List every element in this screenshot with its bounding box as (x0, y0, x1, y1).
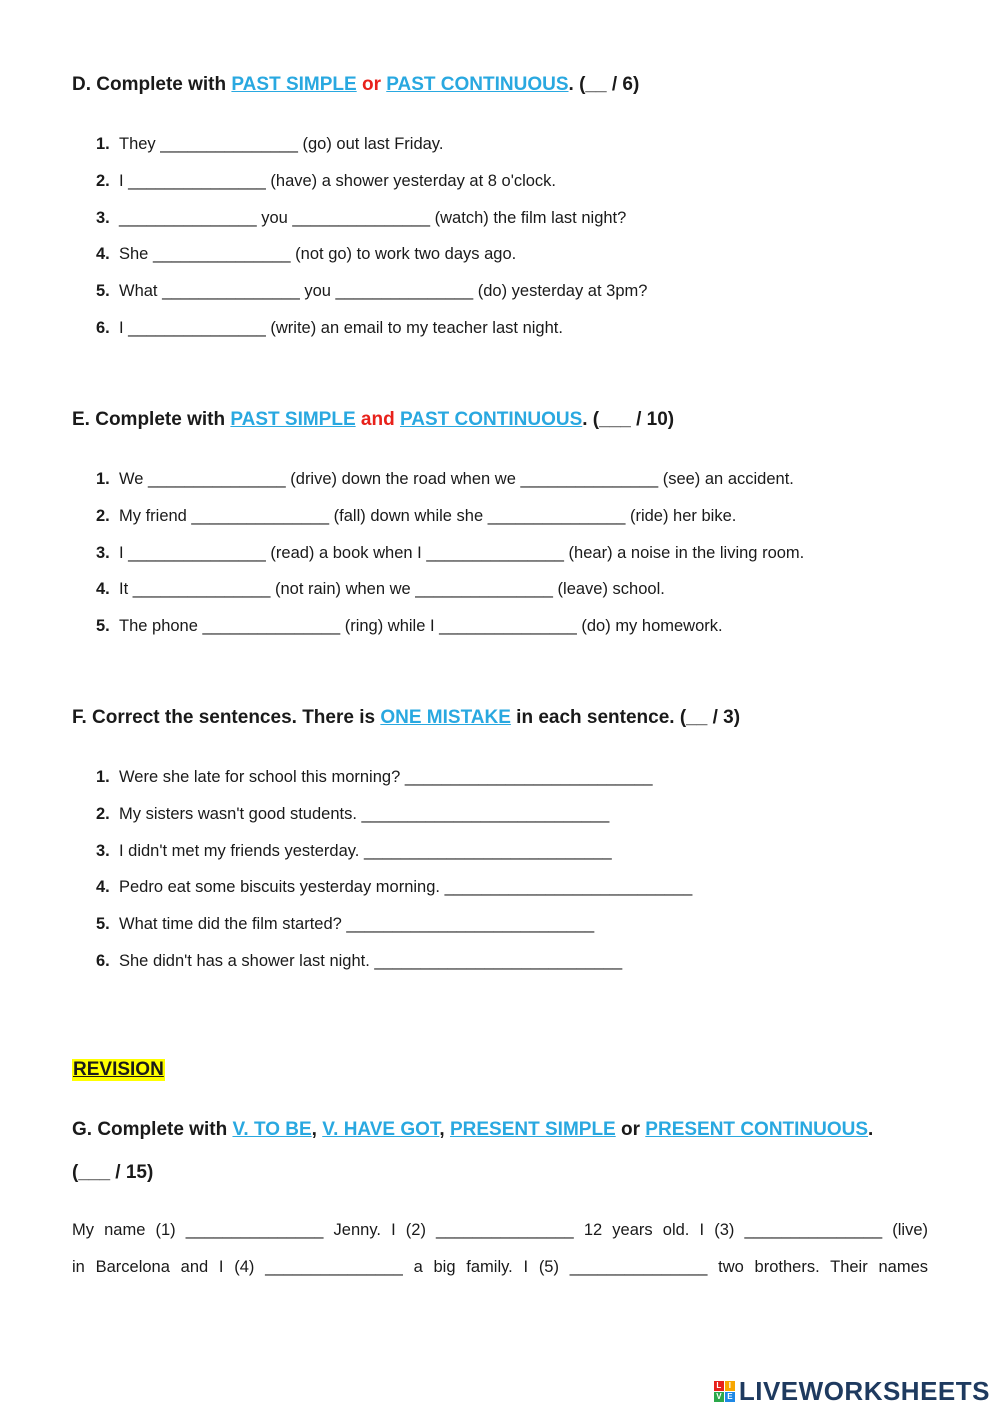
heading-score: . (__ / 6) (568, 74, 640, 95)
item-text: It _______________ (not rain) when we _______________ (leave) school. (119, 580, 665, 599)
list-item (96, 804, 692, 841)
heading-conjunction: and (355, 409, 400, 430)
heading-term: PAST CONTINUOUS (399, 409, 583, 430)
heading-text: E. Complete with (72, 409, 231, 430)
item-number: 4. (96, 878, 110, 897)
liveworksheets-logo (714, 1376, 990, 1407)
item-text: I _______________ (read) a book when I _______________ (hear) a noise in the living room. (119, 543, 805, 562)
list-item (96, 318, 647, 355)
heading-conjunction: or (615, 1119, 646, 1140)
list-item (96, 841, 692, 878)
item-text: I _______________ (have) a shower yesterday at 8 o'clock. (119, 171, 557, 190)
list-item (96, 281, 647, 318)
heading-term: PAST SIMPLE (231, 74, 357, 95)
paragraph-line: in Barcelona and I (4) _______________ a big family. I (5) _______________ two brothers. Their names (72, 1258, 928, 1276)
item-text: I _______________ (write) an email to my teacher last night. (119, 318, 563, 337)
item-number: 5. (96, 282, 110, 301)
item-text: Pedro eat some biscuits yesterday morning. ___________________________ (119, 878, 693, 897)
logo-text: LIVEWORKSHEETS (738, 1376, 990, 1406)
logo-letter: I (725, 1381, 735, 1391)
item-number: 3. (96, 543, 110, 562)
item-number: 1. (96, 768, 110, 786)
section-e-heading (72, 409, 674, 431)
item-text: _______________ you _______________ (watch) the film last night? (119, 208, 627, 227)
item-number: 1. (96, 135, 110, 153)
item-number: 5. (96, 915, 110, 934)
heading-period: . (868, 1119, 874, 1140)
item-number: 6. (96, 318, 110, 337)
section-d-heading (72, 74, 639, 96)
list-item (96, 951, 692, 988)
heading-term: PAST CONTINUOUS (386, 74, 569, 95)
item-text: What time did the film started? ___________________________ (119, 915, 595, 934)
heading-text: G. Complete with (72, 1119, 233, 1140)
logo-letter: L (714, 1381, 724, 1391)
item-text: She _______________ (not go) to work two days ago. (119, 245, 517, 264)
list-item (96, 914, 692, 951)
list-item (96, 877, 692, 914)
list-item (96, 134, 647, 171)
list-item (96, 506, 804, 543)
item-number: 5. (96, 617, 110, 636)
list-item (96, 244, 647, 281)
list-item (96, 171, 647, 208)
item-text: She didn't has a shower last night. ___________________________ (119, 951, 623, 970)
list-item (96, 767, 692, 804)
heading-term: V. HAVE GOT (322, 1119, 440, 1140)
revision-label: REVISION (73, 1059, 164, 1080)
heading-text: F. Correct the sentences. There is (72, 707, 381, 728)
heading-conjunction: or (356, 74, 387, 95)
section-g-score: (___ / 15) (72, 1162, 154, 1183)
item-number: 1. (96, 470, 110, 488)
item-text: They _______________ (go) out last Friday. (119, 135, 444, 153)
heading-term: PRESENT SIMPLE (449, 1119, 616, 1140)
section-e-list (96, 469, 804, 653)
item-text: We _______________ (drive) down the road when we _______________ (see) an accident. (119, 470, 794, 488)
section-d-list (96, 134, 647, 355)
heading-term: V. TO BE (232, 1119, 312, 1140)
section-f-heading (72, 707, 740, 729)
item-number: 2. (96, 804, 110, 823)
logo-letter: V (714, 1392, 724, 1402)
item-number: 2. (96, 171, 110, 190)
heading-term: PRESENT CONTINUOUS (645, 1119, 869, 1140)
heading-separator: , (311, 1119, 323, 1140)
item-number: 6. (96, 951, 110, 970)
heading-term: PAST SIMPLE (230, 409, 356, 430)
item-text: Were she late for school this morning? ___________________________ (119, 768, 653, 786)
list-item (96, 543, 804, 580)
item-number: 3. (96, 208, 110, 227)
section-f-list (96, 767, 692, 988)
logo-letter: E (725, 1392, 735, 1402)
heading-separator: , (439, 1119, 450, 1140)
section-g-heading (72, 1119, 873, 1141)
heading-term: ONE MISTAKE (380, 707, 511, 728)
list-item (96, 469, 804, 506)
heading-text: D. Complete with (72, 74, 232, 95)
item-number: 3. (96, 841, 110, 860)
item-text: What _______________ you _______________ (do) yesterday at 3pm? (119, 282, 648, 301)
paragraph-line: My name (1) _______________ Jenny. I (2) _______________ 12 years old. I (3) _______________ (live) (72, 1221, 928, 1239)
heading-score: in each sentence. (__ / 3) (510, 707, 741, 728)
logo-cube-icon (714, 1381, 735, 1402)
item-number: 4. (96, 245, 110, 264)
item-text: The phone _______________ (ring) while I _______________ (do) my homework. (119, 617, 723, 636)
item-text: My sisters wasn't good students. ___________________________ (119, 804, 610, 823)
list-item (96, 579, 804, 616)
list-item (96, 616, 804, 653)
list-item (96, 208, 647, 245)
heading-score: . (___ / 10) (582, 409, 675, 430)
item-text: I didn't met my friends yesterday. ___________________________ (119, 841, 612, 860)
item-number: 2. (96, 506, 110, 525)
item-text: My friend _______________ (fall) down while she _______________ (ride) her bike. (119, 506, 737, 525)
item-number: 4. (96, 580, 110, 599)
